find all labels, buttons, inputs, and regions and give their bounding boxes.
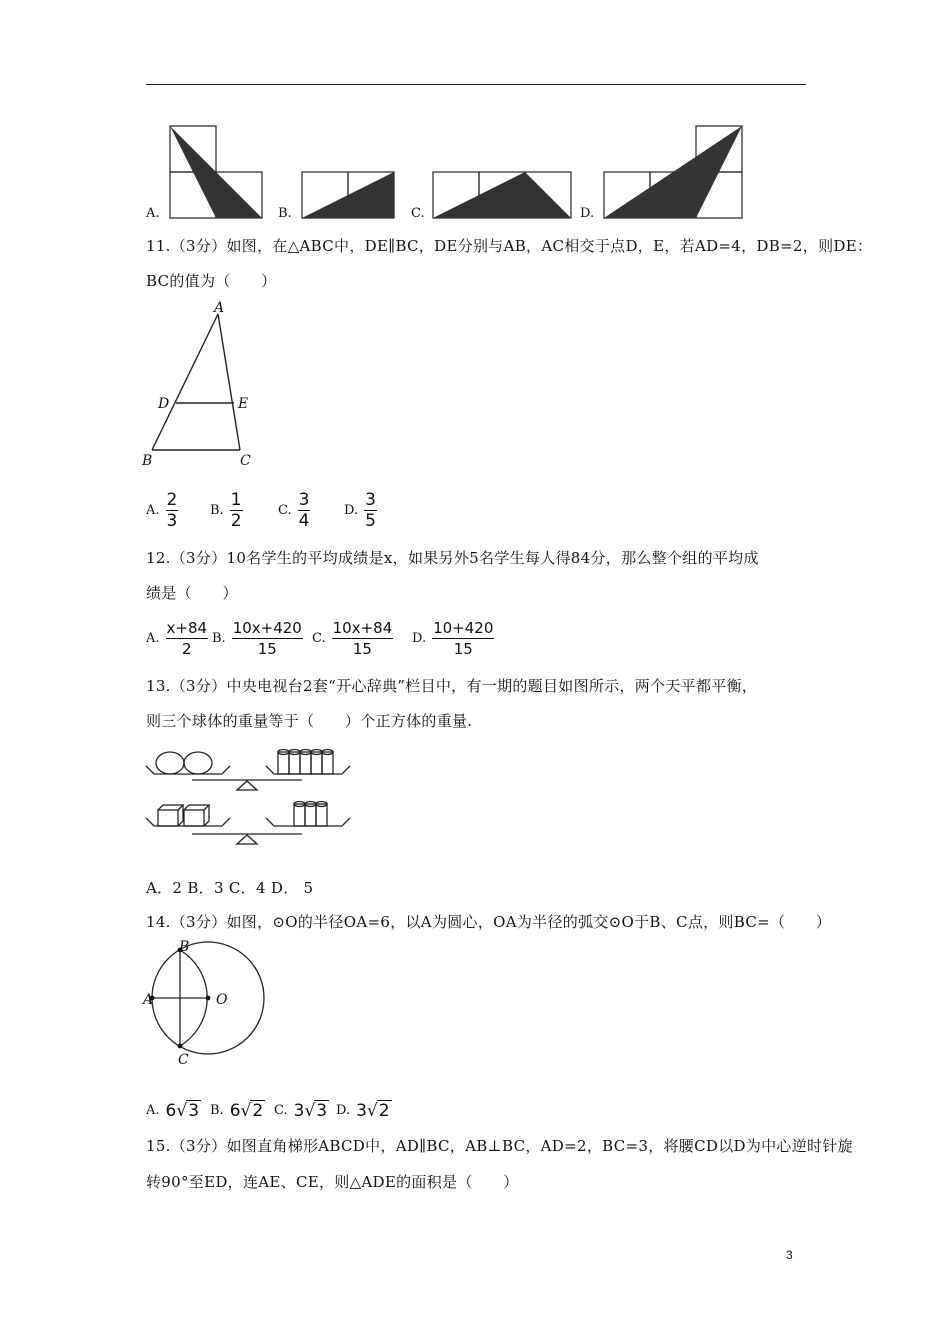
q11-option-a: A. $\frac{2}{3}$ bbox=[146, 490, 178, 531]
page-number: 3 bbox=[786, 1248, 793, 1262]
q11-stem-line2: BC的值为（ ） bbox=[146, 272, 277, 290]
label-O: O bbox=[216, 992, 228, 1008]
q11-option-d: D. $\frac{3}{5}$ bbox=[344, 490, 376, 531]
q11-option-c: C. $\frac{3}{4}$ bbox=[278, 490, 310, 531]
q14-circle-figure bbox=[140, 938, 272, 1068]
label-D: D bbox=[158, 396, 170, 412]
q12-stem-line1: 12.（3分）10名学生的平均成绩是x，如果另外5名学生每人得84分，那么整个组的平均成 bbox=[146, 549, 759, 567]
q10-option-b: B. bbox=[278, 206, 292, 221]
q12-option-b: B. $\frac{10x+420}{15}$ bbox=[212, 619, 302, 658]
q12-option-d: D. $\frac{10+420}{15}$ bbox=[412, 619, 494, 658]
cylinders-bottom bbox=[294, 802, 327, 827]
q12-stem-line2: 绩是（ ） bbox=[146, 584, 238, 602]
q13-balance-figures bbox=[142, 738, 357, 850]
q12-options bbox=[146, 618, 566, 662]
q12-option-c: C. $\frac{10x+84}{15}$ bbox=[312, 619, 393, 658]
q14-options bbox=[146, 1100, 446, 1124]
q13-options: A．2 B．3 C．4 D． 5 bbox=[146, 879, 314, 897]
q14-option-b: B. 6 √ 2 bbox=[210, 1100, 264, 1121]
q14-option-c: C. 3 √ 3 bbox=[274, 1100, 328, 1121]
q12-option-a: A. $\frac{x+84}{2}$ bbox=[146, 619, 208, 658]
cylinders-top bbox=[278, 750, 333, 775]
q11-stem-line1: 11.（3分）如图，在△ABC中，DE∥BC，DE分别与AB，AC相交于点D，E，若AD=4，DB=2，则DE： bbox=[146, 237, 873, 255]
q13-stem-line1: 13.（3分）中央电视台2套“开心辞典”栏目中，有一期的题目如图所示，两个天平都平衡， bbox=[146, 677, 758, 695]
q10-c-shape bbox=[433, 172, 571, 218]
q15-stem-line2: 转90°至ED，连AE、CE，则△ADE的面积是（ ） bbox=[146, 1173, 519, 1191]
sphere bbox=[184, 752, 212, 774]
label-B: B bbox=[179, 939, 190, 955]
q10-options-figures bbox=[140, 118, 810, 222]
q10-option-d: D. bbox=[580, 206, 595, 221]
label-E: E bbox=[238, 396, 249, 412]
q14-option-a: A. 6 √ 3 bbox=[146, 1100, 200, 1121]
header-rule bbox=[146, 84, 806, 85]
label-C: C bbox=[178, 1052, 189, 1068]
cubes bbox=[158, 805, 209, 826]
q11-option-b: B. $\frac{1}{2}$ bbox=[210, 490, 242, 531]
q14-option-d: D. 3 √ 2 bbox=[336, 1100, 390, 1121]
label-C: C bbox=[240, 453, 251, 469]
q15-stem-line1: 15.（3分）如图直角梯形ABCD中，AD∥BC，AB⊥BC，AD=2，BC=3，将腰CD以D为中心逆时针旋 bbox=[146, 1137, 853, 1155]
sphere bbox=[156, 752, 184, 774]
q11-options bbox=[146, 490, 546, 534]
label-A: A bbox=[143, 992, 154, 1008]
q10-option-a: A. bbox=[146, 206, 160, 221]
q13-stem-line2: 则三个球体的重量等于（ ）个正方体的重量. bbox=[146, 712, 473, 730]
q14-stem: 14.（3分）如图，⊙O的半径OA=6，以A为圆心，OA为半径的弧交⊙O于B、C点，则BC=（ ） bbox=[146, 913, 832, 931]
label-A: A bbox=[214, 300, 225, 316]
q11-triangle-figure bbox=[140, 298, 270, 473]
label-B: B bbox=[142, 453, 153, 469]
q10-option-c: C. bbox=[411, 206, 425, 221]
